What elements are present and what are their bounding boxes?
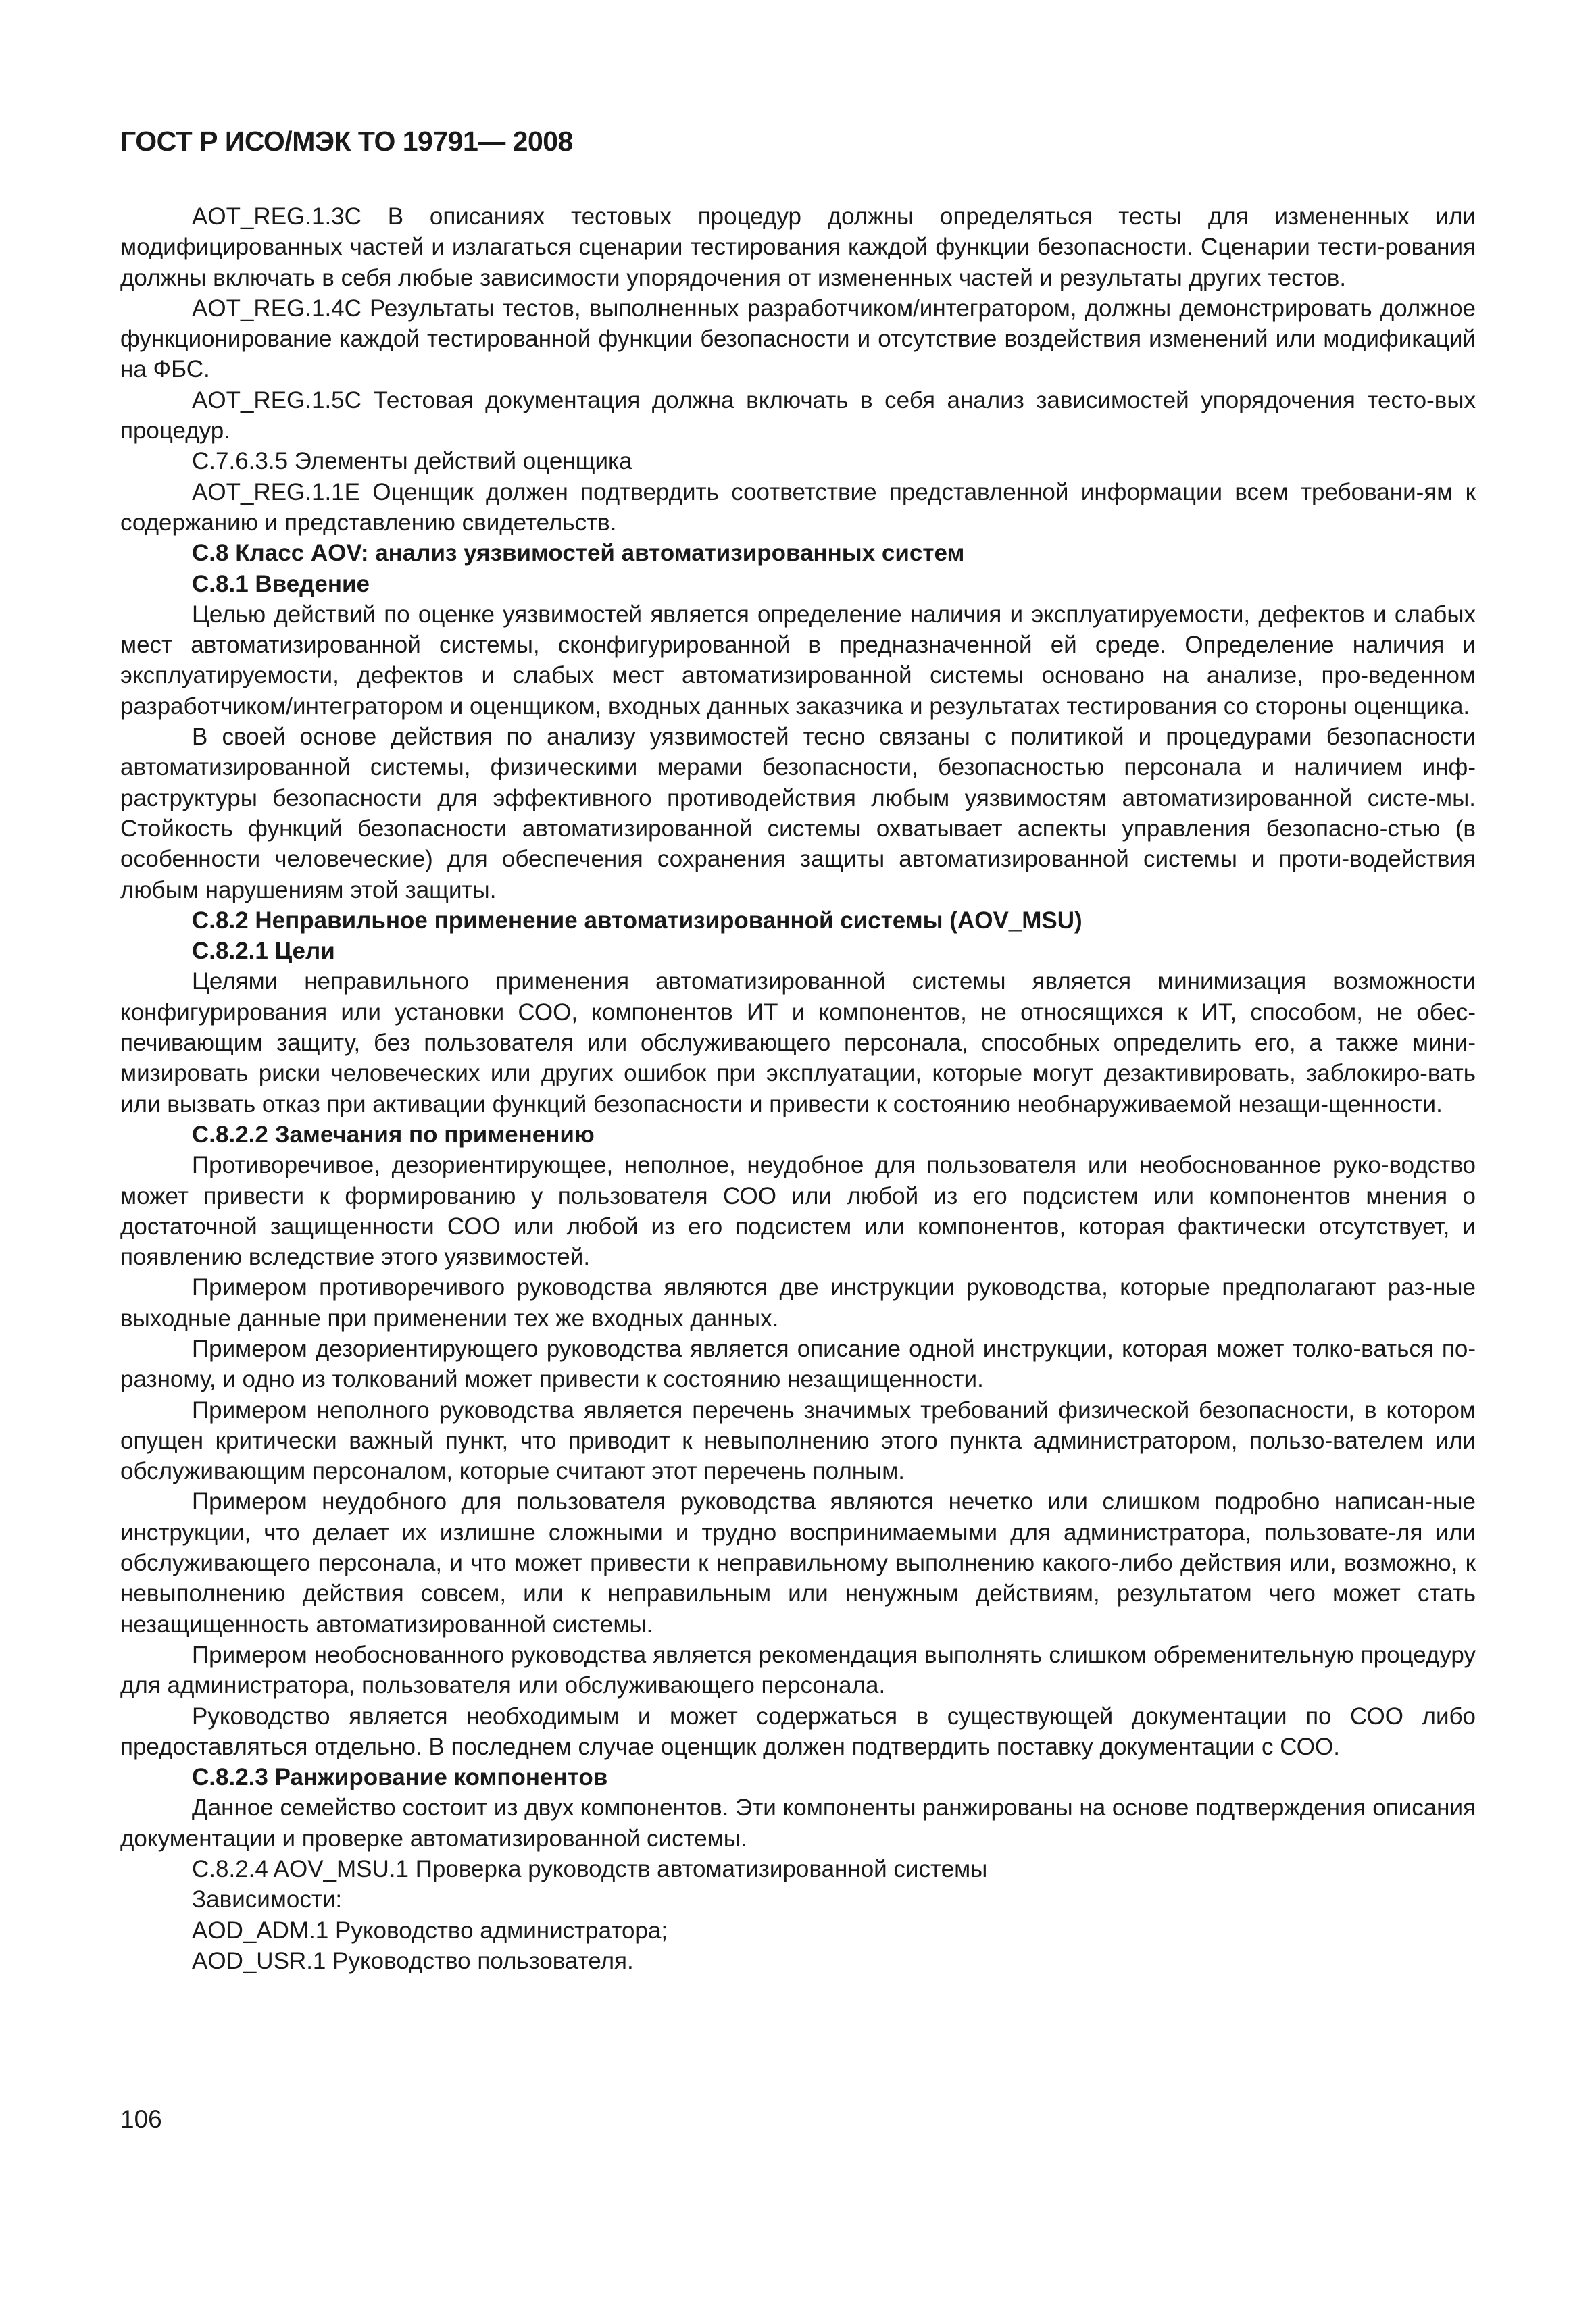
dependency-item: AOD_USR.1 Руководство пользователя.	[192, 1947, 634, 1974]
paragraph: AOT_REG.1.4C Результаты тестов, выполненных разработчиком/интегратором, должны демонстрировать должное функционирование каждой тестированной функции безопасности и отсутствие воздействия изменений или модификаций на ФБС.	[120, 295, 1476, 383]
section-heading: C.8.1 Введение	[192, 570, 370, 597]
paragraph: Примером противоречивого руководства являются две инструкции руководства, которые предполагают раз-ные выходные данные при применении тех же входных данных.	[120, 1274, 1476, 1332]
paragraph: Руководство является необходимым и может содержаться в существующей документации по СОО либо предоставляться отдельно. В последнем случае оценщик должен подтвердить поставку документации с СОО.	[120, 1703, 1476, 1760]
dependencies-label: Зависимости:	[192, 1886, 343, 1913]
section-heading: C.8.2.2 Замечания по применению	[192, 1121, 595, 1148]
paragraph: AOT_REG.1.5C Тестовая документация должна включать в себя анализ зависимостей упорядочения тесто-вых процедур.	[120, 386, 1476, 445]
section-heading: C.8.2 Неправильное применение автоматизированной системы (AOV_MSU)	[192, 907, 1082, 934]
paragraph: C.7.6.3.5 Элементы действий оценщика	[192, 448, 632, 475]
paragraph: Примером неудобного для пользователя руководства являются нечетко или слишком подробно написан-ные инструкции, что делает их излишне сложными и трудно воспринимаемыми для администратора, пользовате-ля или обслуживающего персонала, и что может привести к неправильному выполнению какого-либо действия или, возможно, к невыполнению действия совсем, или к неправильным или ненужным действиям, результатом чего может стать незащищенность автоматизированной системы.	[120, 1488, 1476, 1638]
standard-header: ГОСТ Р ИСО/МЭК ТО 19791— 2008	[120, 126, 573, 157]
dependency-item: AOD_ADM.1 Руководство администратора;	[192, 1917, 668, 1944]
component-title: C.8.2.4 AOV_MSU.1 Проверка руководств автоматизированной системы	[192, 1856, 988, 1883]
paragraph: Примером неполного руководства является перечень значимых требований физической безопасности, в котором опущен критически важный пункт, что приводит к невыполнению этого пункта администратором, пользо-вателем или обслуживающим персоналом, которые считают этот перечень полным.	[120, 1397, 1476, 1485]
paragraph: Целью действий по оценке уязвимостей является определение наличия и эксплуатируемости, дефектов и слабых мест автоматизированной системы, сконфигурированной в предназначенной ей среде. Определение наличия и эксплуатируемости, дефектов и слабых мест автоматизированной системы основано на анализе, про-веденном разработчиком/интегратором и оценщиком, входных данных заказчика и результатах тестирования со стороны оценщика.	[120, 601, 1476, 720]
paragraph: AOT_REG.1.1E Оценщик должен подтвердить соответствие представленной информации всем требовани-ям к содержанию и представлению свидетельств.	[120, 478, 1476, 536]
section-heading: C.8.2.1 Цели	[192, 938, 335, 965]
paragraph: Примером необоснованного руководства является рекомендация выполнять слишком обременительную процедуру для администратора, пользователя или обслуживающего персонала.	[120, 1641, 1476, 1699]
paragraph: Данное семейство состоит из двух компонентов. Эти компоненты ранжированы на основе подтверждения описания документации и проверке автоматизированной системы.	[120, 1794, 1476, 1852]
paragraph: Примером дезориентирующего руководства является описание одной инструкции, которая может толко-ваться по-разному, и одно из толкований может привести к состоянию незащищенности.	[120, 1335, 1476, 1393]
paragraph: В своей основе действия по анализу уязвимостей тесно связаны с политикой и процедурами безопасности автоматизированной системы, физическими мерами безопасности, безопасностью персонала и наличием инф-раструктуры безопасности для эффективного противодействия любым уязвимостям автоматизированной систе-мы. Стойкость функций безопасности автоматизированной системы охватывает аспекты управления безопасно-стью (в особенности человеческие) для обеспечения сохранения защиты автоматизированной системы и проти-водействия любым нарушениям этой защиты.	[120, 724, 1476, 903]
page-number: 106	[120, 2105, 162, 2133]
section-heading: C.8.2.3 Ранжирование компонентов	[192, 1764, 608, 1791]
document-body	[120, 201, 1476, 1976]
paragraph: Противоречивое, дезориентирующее, неполное, неудобное для пользователя или необоснованное руко-водство может привести к формированию у пользователя СОО или любой из его подсистем или компонентов мнения о достаточной защищенности СОО или любой из его подсистем или компонентов, которая фактически отсутствует, и появлению вследствие этого уязвимостей.	[120, 1152, 1476, 1271]
paragraph: AOT_REG.1.3C В описаниях тестовых процедур должны определяться тесты для измененных или модифицированных частей и излагаться сценарии тестирования каждой функции безопасности. Сценарии тести-рования должны включать в себя любые зависимости упорядочения от измененных частей и результаты других тестов.	[120, 203, 1476, 291]
section-heading: C.8 Класс AOV: анализ уязвимостей автоматизированных систем	[192, 540, 965, 567]
paragraph: Целями неправильного применения автоматизированной системы является минимизация возможности конфигурирования или установки СОО, компонентов ИТ и компонентов, не относящихся к ИТ, способом, не обес-печивающим защиту, без пользователя или обслуживающего персонала, способных определить его, а также мини-мизировать риски человеческих или других ошибок при эксплуатации, которые могут дезактивировать, заблокиро-вать или вызвать отказ при активации функций безопасности и привести к состоянию необнаруживаемой незащи-щенности.	[120, 968, 1476, 1117]
